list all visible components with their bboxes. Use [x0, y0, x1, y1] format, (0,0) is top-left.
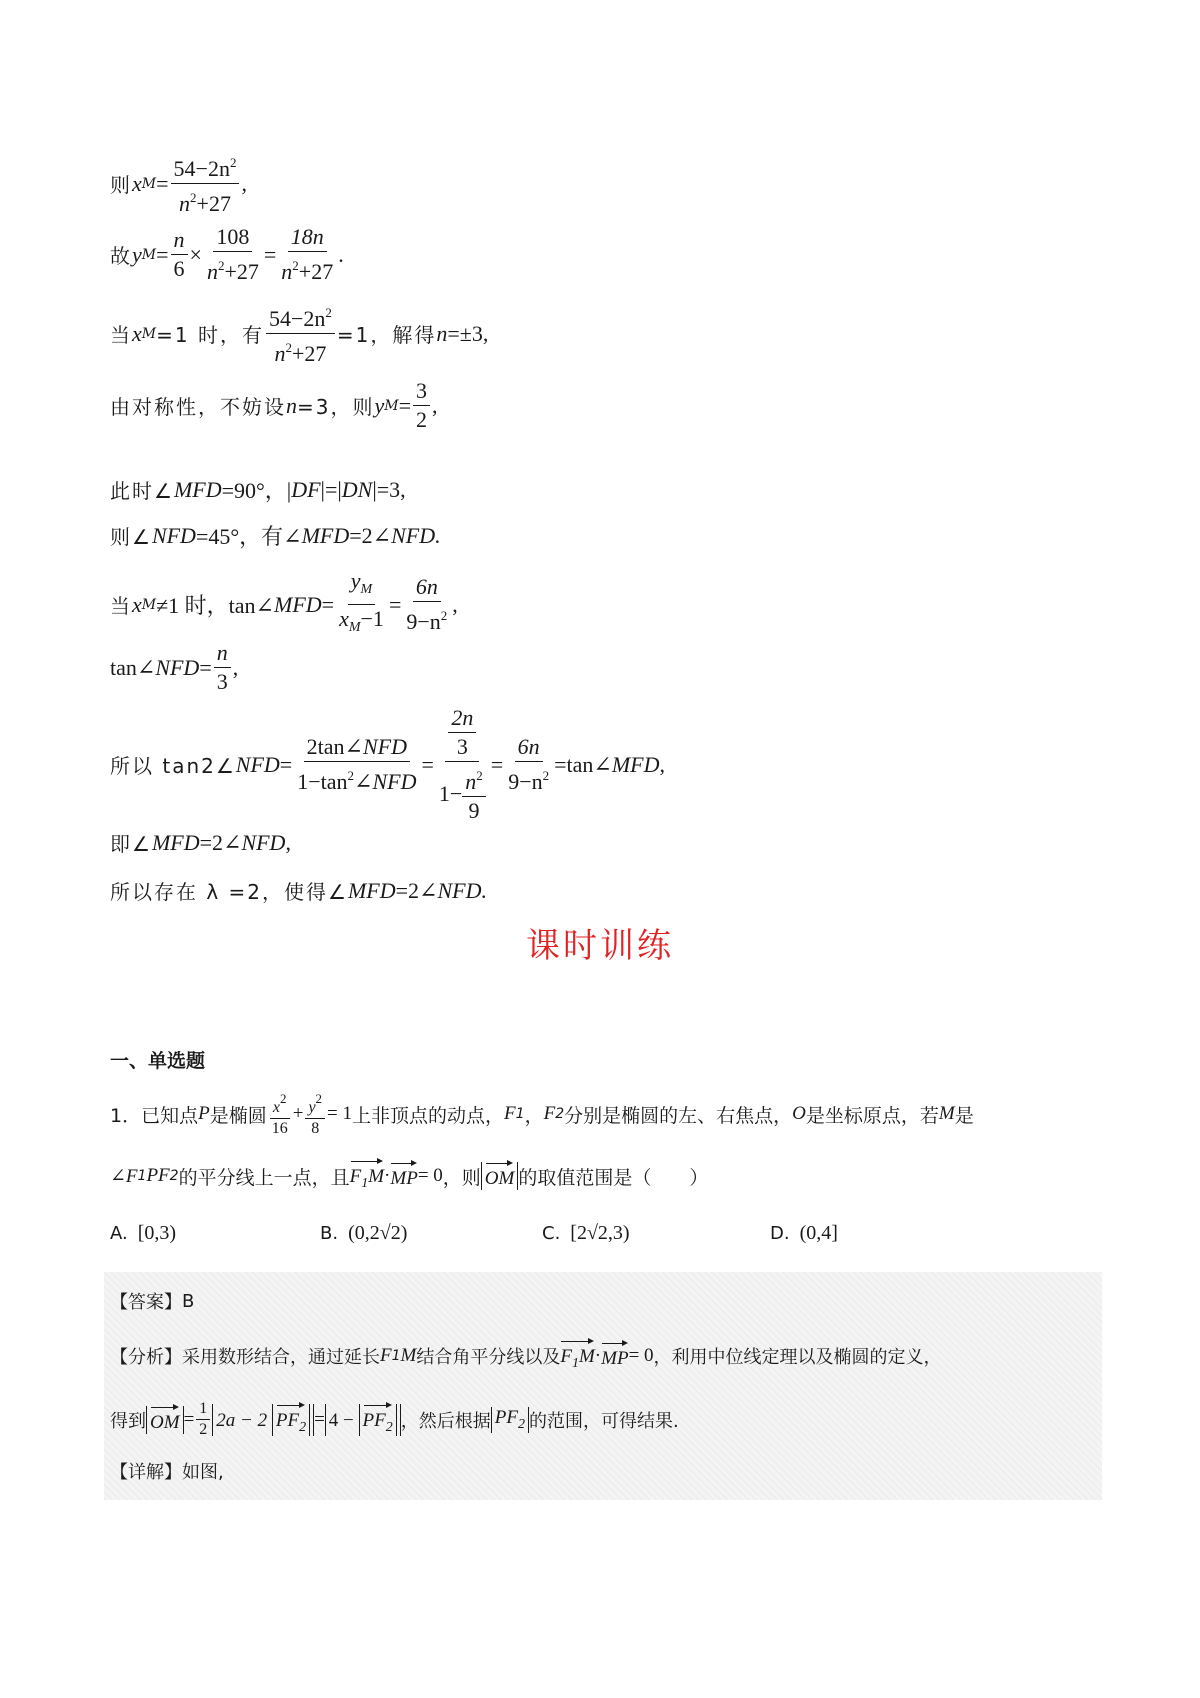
analysis-line-1: 【分析】 采用数形结合，通过延长 F 1 M 结合角平分线以及 $F_1M$ · MP = 0 ，利用中位线定理以及椭圆的定义， — [110, 1340, 942, 1372]
abs-expression: $4 - PF_2$ — [325, 1404, 401, 1436]
vector-mp: MP — [601, 1342, 628, 1370]
fraction: $\frac{n}{6}$ — [171, 227, 188, 282]
fraction: $\frac{54-2n^2}{n^2+27}$ — [266, 300, 335, 367]
fraction: $\frac{y_M}{x_M-1}$ — [339, 568, 384, 635]
solution-line-4: 由对称性，不妨设 n =3，则 y M = $\frac{3}{2}$ , — [110, 378, 438, 432]
solution-line-7: 当 x M ≠1 时，tan∠ MFD = $\frac{y_M}{x_M-1}$ = $\frac{6n}{9-n^2}$ , — [110, 568, 458, 641]
vector-f1m: $F_1M$ — [350, 1160, 384, 1192]
solution-line-3: 当 x M =1 时，有 $\frac{54-2n^2}{n^2+27}$ =1，解得 n =±3, — [110, 300, 488, 367]
option-a[interactable]: A. [0,3) — [110, 1222, 177, 1244]
question-1-line-2: ∠F 1 PF 2 的平分线上一点，且 $F_1M$ · MP = 0 ，则 OM 的取值范围是（ ） — [110, 1160, 708, 1192]
vector-f1m: $F_1M$ — [560, 1340, 594, 1372]
compound-fraction: $\frac{2n}{3}$ 1− $\frac{n^2}{9}$ — [436, 705, 489, 824]
fraction: $\frac{\text{2tan∠NFD}}{1-\tan^2\angle NFD}$ — [297, 734, 417, 794]
answer-panel — [104, 1272, 1102, 1500]
fraction: $\frac{y^2}{8}$ — [305, 1090, 325, 1138]
fraction: $\frac{1}{2}$ — [196, 1400, 210, 1439]
abs-om: OM — [481, 1162, 519, 1190]
fraction: $\frac{6n}{9-n^2}$ — [406, 574, 448, 634]
fraction: $\frac{54-2n^2}{n^2+27}$ — [171, 150, 240, 217]
section-title: 课时训练 — [526, 926, 674, 966]
answer-options — [110, 1222, 1010, 1262]
fraction: $\frac{n}{3}$ — [214, 640, 231, 695]
section-heading: 一、单选题 — [110, 1050, 206, 1072]
abs-pf2: $PF_2$ — [491, 1407, 529, 1433]
detail-line: 【详解】 如图, — [110, 1462, 224, 1483]
abs-expression: 2a − 2 $PF_2$ — [212, 1404, 314, 1436]
solution-line-8: tan∠ NFD = $\frac{n}{3}$ , — [110, 640, 239, 694]
fraction: $\frac{108}{n^2+27}$ — [206, 224, 259, 284]
option-d[interactable]: D. (0,4] — [770, 1222, 838, 1244]
solution-line-6: 则∠ NFD =45°，有∠ MFD =2∠ NFD. — [110, 522, 441, 549]
answer-line: 【答案】 B — [110, 1290, 195, 1313]
option-b[interactable]: B. (0,2√2) — [320, 1222, 408, 1244]
fraction: $\frac{x^2}{16}$ — [271, 1091, 288, 1137]
fraction: $\frac{18n}{n^2+27}$ — [281, 224, 334, 284]
abs-om: OM — [146, 1406, 184, 1434]
option-c[interactable]: C. [2√2,3) — [542, 1222, 630, 1244]
question-1-line-1: 1．已知点 P 是椭圆 $\frac{x^2}{16}$ + $\frac{y^2}{8}$ = 1 上非顶点的动点， F 1 ， F 2 分别是椭圆的左、右焦点， O 是坐标原点，若 M 是 — [110, 1091, 974, 1137]
solution-line-9: 所以 tan2∠ NFD = $\frac{\text{2tan∠NFD}}{1-\tan^2\angle NFD}$ = $\frac{2n}{3}$ 1− $\frac{n^2}{9}$ = $\frac{6n}{9-n^2}$ =tan∠ MFD , — [110, 705, 666, 823]
solution-line-5: 此时∠ MFD =90°，| DF |=| DN |=3, — [110, 476, 406, 503]
solution-line-1: 则 x M = $\frac{54-2n^2}{n^2+27}$ , — [110, 150, 247, 217]
solution-line-11: 所以存在 λ =2，使得∠ MFD =2∠ NFD. — [110, 877, 487, 904]
fraction: $\frac{6n}{9-n^2}$ — [508, 734, 550, 794]
fraction: $\frac{3}{2}$ — [413, 378, 430, 433]
analysis-line-2: 得到 OM = $\frac{1}{2}$ 2a − 2 $PF_2$ = $4 - PF_2$ ，然后根据 $PF_2$ 的范围，可得结果. — [110, 1400, 679, 1438]
vector-mp: MP — [390, 1162, 417, 1190]
solution-line-10: 即∠ MFD =2∠ NFD , — [110, 829, 291, 856]
solution-line-2: 故 y M = $\frac{n}{6}$ × $\frac{108}{n^2+27}$ = $\frac{18n}{n^2+27}$ . — [110, 224, 344, 284]
